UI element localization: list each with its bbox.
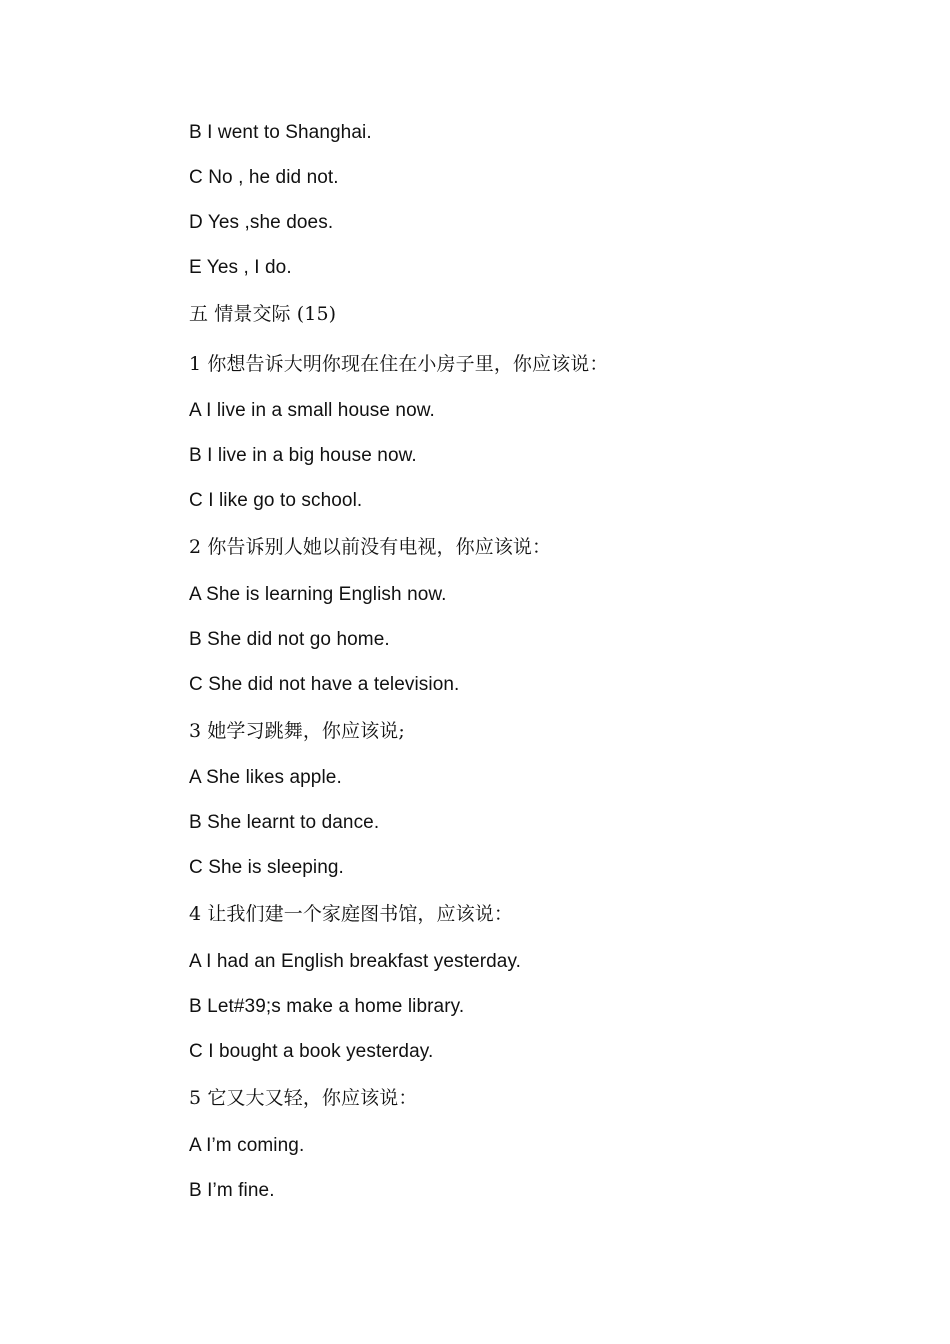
question-line: 2 你告诉别人她以前没有电视，你应该说： xyxy=(189,536,552,558)
answer-option-line: A I had an English breakfast yesterday. xyxy=(189,951,522,972)
question-line: 4 让我们建一个家庭图书馆，应该说： xyxy=(189,903,513,925)
answer-option-line: A I live in a small house now. xyxy=(189,400,435,421)
answer-option-line: B I live in a big house now. xyxy=(189,445,417,466)
answer-option-line: C I bought a book yesterday. xyxy=(189,1041,434,1062)
answer-option-line: B I went to Shanghai. xyxy=(189,122,372,143)
answer-option-line: D Yes ,she does. xyxy=(189,212,334,233)
answer-option-line: C No , he did not. xyxy=(189,167,339,188)
question-line: 5 它又大又轻，你应该说： xyxy=(189,1087,418,1109)
question-line: 1 你想告诉大明你现在住在小房子里，你应该说： xyxy=(189,353,609,375)
answer-option-line: E Yes , I do. xyxy=(189,257,292,278)
answer-option-line: B She learnt to dance. xyxy=(189,812,380,833)
question-line: 3 她学习跳舞，你应该说; xyxy=(189,720,405,742)
answer-option-line: A She is learning English now. xyxy=(189,584,447,605)
answer-option-line: C She did not have a television. xyxy=(189,674,460,695)
answer-option-line: C She is sleeping. xyxy=(189,857,344,878)
answer-option-line: A She likes apple. xyxy=(189,767,342,788)
answer-option-line: B She did not go home. xyxy=(189,629,390,650)
answer-option-line: B I’m fine. xyxy=(189,1180,275,1201)
answer-option-line: C I like go to school. xyxy=(189,490,363,511)
section-heading: 五 情景交际 (15) xyxy=(189,303,337,325)
answer-option-line: B Let#39;s make a home library. xyxy=(189,996,465,1017)
answer-option-line: A I’m coming. xyxy=(189,1135,305,1156)
